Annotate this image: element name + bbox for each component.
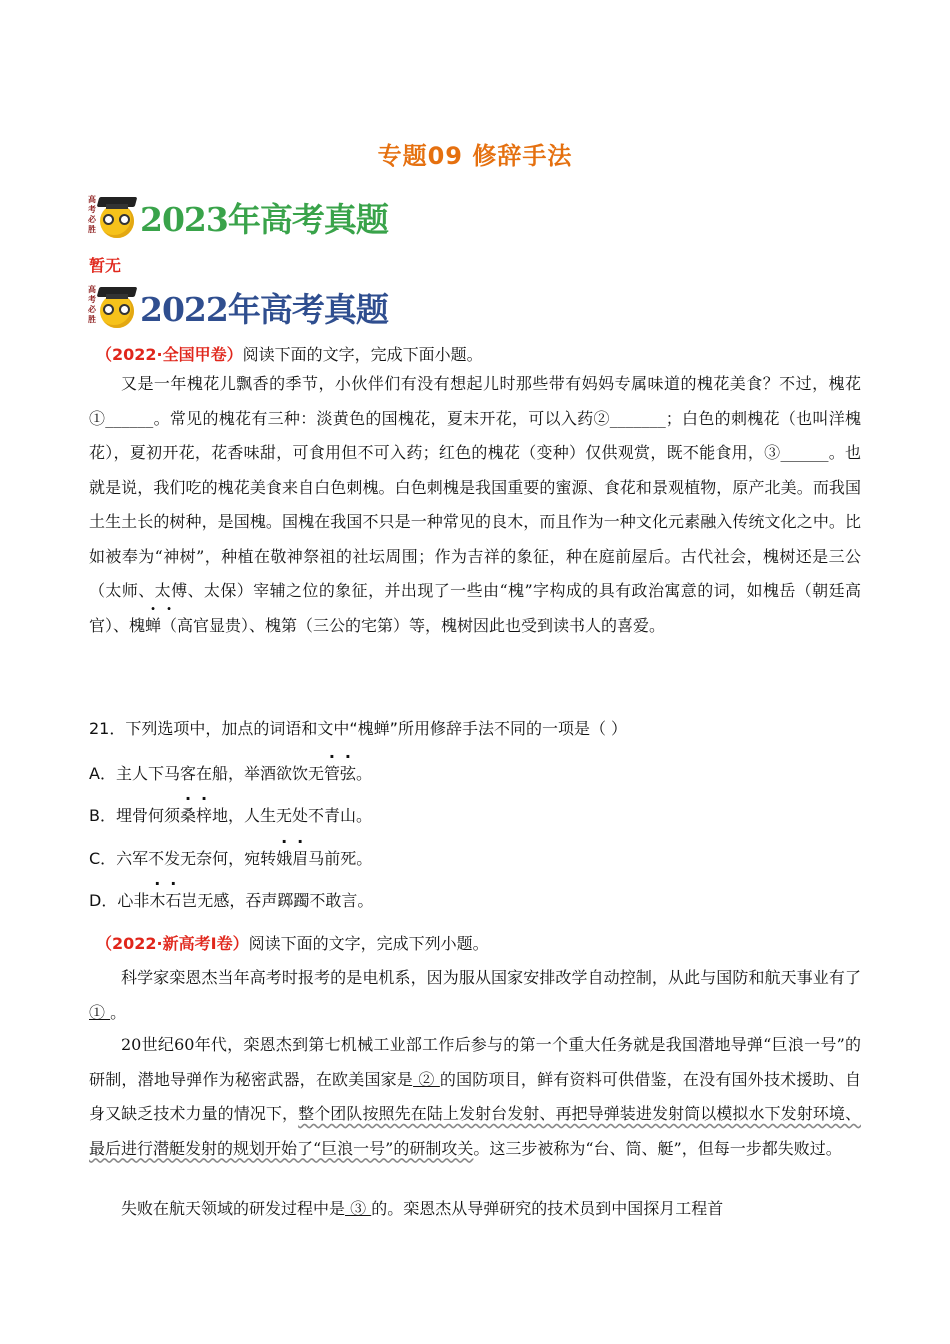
section-banner-2023	[88, 192, 388, 242]
passage1-header	[96, 342, 483, 365]
blank-3: ③	[345, 1199, 372, 1218]
passage2-instruction: 阅读下面的文字，完成下列小题。	[248, 934, 489, 953]
passage1-instruction: 阅读下面的文字，完成下面小题。	[242, 345, 483, 364]
question-21: 21．下列选项中，加点的词语和文中“槐蝉”所用修辞手法不同的一项是（ ）	[89, 719, 628, 738]
blank-2: ②	[413, 1069, 440, 1089]
page-title: 专题09 修辞手法	[377, 142, 573, 170]
wavy-underlined-sentence: 整个团队按照先在陆上发射台发射、再把导弹装进发射筒以模拟水下发射环境、最后进行潜艇发射的规划开始了“巨浪一号”的研制攻关	[89, 1104, 861, 1158]
badge-text: 高考必胜	[88, 284, 96, 324]
passage2-paragraph-2: 20世纪60年代，栾恩杰到第七机械工业部工作后参与的第一个重大任务就是我国潜地导弹“巨浪一号”的研制，潜地导弹作为秘密武器，在欧美国家是 ② 的国防项目，鲜有资料可供借鉴，在没有国外技术援助、自身又缺乏技术力量的情况下，整个团队按照先在陆上发射台发射、再把导弹装进发射筒以模拟水下发射环境、最后进行潜艇发射的规划开始了“巨浪一号”的研制攻关。这三步被称为“台、筒、艇”，但每一步都失败过。	[89, 1035, 861, 1158]
passage2-paragraph-1: 科学家栾恩杰当年高考时报考的是电机系，因为服从国家安排改学自动控制，从此与国防和航天事业有了 ① 。	[89, 968, 861, 1022]
option-b: B．埋骨何须桑梓地，人生无处不青山。	[89, 806, 373, 825]
blank-1: ①	[89, 1002, 111, 1022]
passage2-header	[96, 931, 489, 954]
section-2023-empty-note: 暂无	[89, 256, 122, 275]
section-heading-2023: 2023年高考真题	[140, 199, 388, 239]
dotted-word-huaichan: 槐蝉	[129, 615, 162, 635]
section-banner-2022	[88, 282, 388, 332]
passage1-paragraph: 又是一年槐花儿飘香的季节，小伙伴们有没有想起儿时那些带有妈妈专属味道的槐花美食？不过，槐花①______。常见的槐花有三种：淡黄色的国槐花，夏末开花，可以入药②_______；白色的刺槐花（也叫洋槐花），夏初开花，花香味甜，可食用但不可入药；红色的槐花（变种）仅供观赏，既不能食用，③______。也就是说，我们吃的槐花美食来自白色刺槐。白色刺槐是我国重要的蜜源、食花和景观植物，原产北美。而我国土生土长的树种，是国槐。国槐在我国不只是一种常见的良木，而且作为一种文化元素融入传统文化之中。比如被奉为“神树”，种植在敬神祭祖的社坛周围；作为吉祥的象征，种在庭前屋后。古代社会，槐树还是三公（太师、太傅、太保）宰辅之位的象征，并出现了一些由“槐”字构成的具有政治寓意的词，如槐岳（朝廷高官）、槐蝉（高官显贵）、槐第（三公的宅第）等，槐树因此也受到读书人的喜爱。	[89, 374, 861, 635]
section-heading-2022: 2022年高考真题	[140, 289, 388, 329]
badge-text: 高考必胜	[88, 194, 96, 234]
passage2-source: （2022·新高考Ⅰ卷）	[96, 934, 249, 953]
scholar-mascot-icon	[88, 192, 138, 242]
option-d: D．心非木石岂无感，吞声踯躅不敢言。	[89, 891, 374, 910]
option-c: C．六军不发无奈何，宛转娥眉马前死。	[89, 849, 373, 868]
passage2-paragraph-3: 失败在航天领域的研发过程中是 ③ 的。栾恩杰从导弹研究的技术员到中国探月工程首	[121, 1199, 724, 1218]
scholar-mascot-icon	[88, 282, 138, 332]
passage1-source: （2022·全国甲卷）	[96, 345, 243, 364]
option-a: A．主人下马客在船，举酒欲饮无管弦。	[89, 764, 372, 783]
